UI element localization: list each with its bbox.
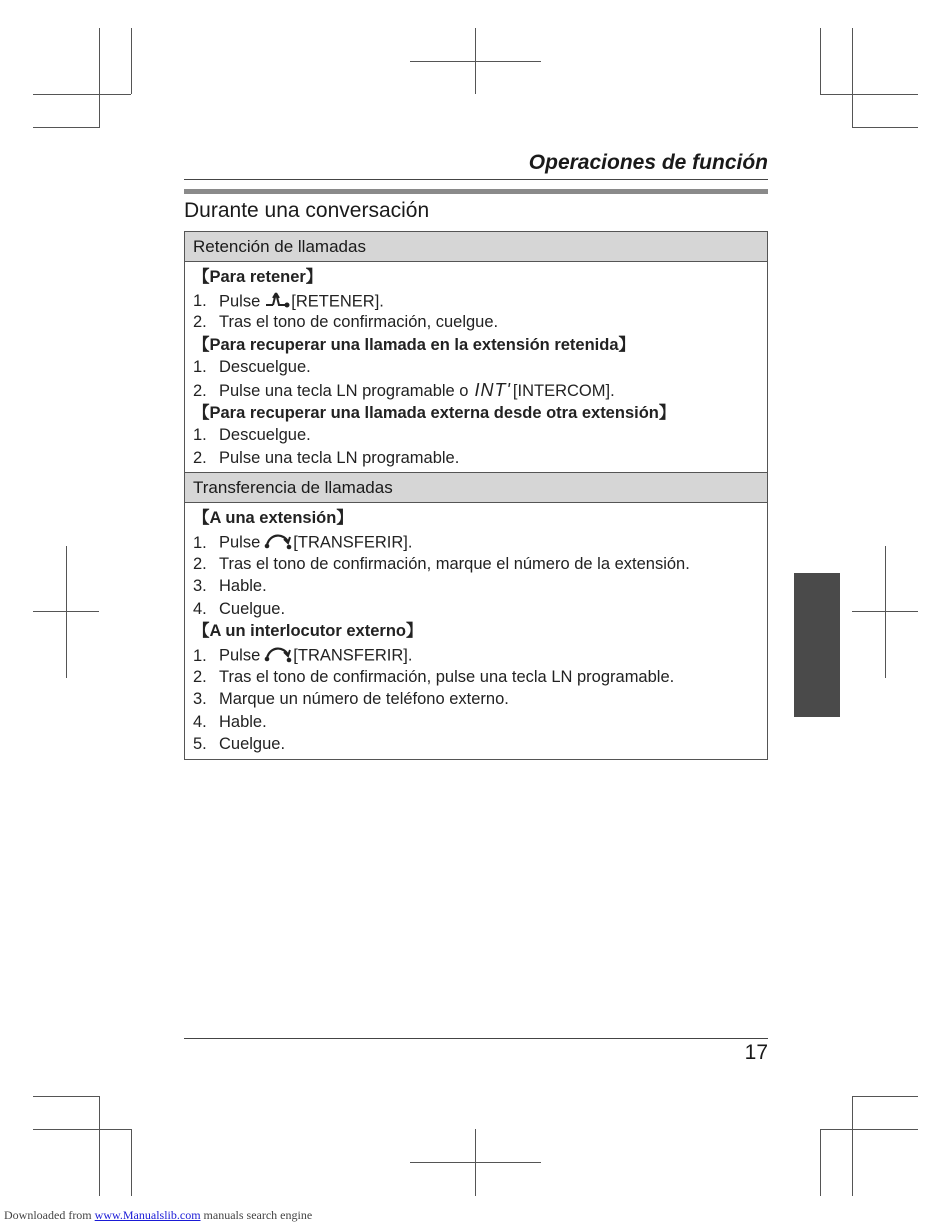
- step-number: 2.: [193, 313, 207, 332]
- transfer-body: [185, 503, 767, 759]
- step-number: 4.: [193, 599, 207, 618]
- step: [193, 733, 759, 756]
- manualslib-link[interactable]: www.Manualslib.com: [94, 1208, 201, 1222]
- section-title: Durante una conversación: [184, 199, 430, 222]
- download-notice: [4, 1208, 312, 1223]
- step: [193, 424, 759, 447]
- step-text: Descuelgue.: [219, 426, 311, 445]
- intercom-icon: INT': [474, 379, 511, 400]
- step-text: Cuelgue.: [219, 735, 286, 754]
- instructions-table: [184, 231, 768, 760]
- step-number: 2.: [193, 667, 207, 686]
- step-text: [INTERCOM].: [512, 381, 615, 400]
- step-text: Pulse: [219, 533, 261, 552]
- page-header-title: Operaciones de función: [528, 151, 768, 174]
- subheading: 【Para retener】: [193, 268, 323, 286]
- step: [193, 311, 759, 334]
- header-rule: [184, 179, 768, 180]
- step-number: 1.: [193, 646, 207, 665]
- page-number: 17: [744, 1041, 768, 1064]
- step-text: Cuelgue.: [219, 599, 286, 618]
- step: [193, 553, 759, 576]
- step-text: Tras el tono de confirmación, pulse una tecla LN programable.: [219, 667, 675, 686]
- step-number: 2.: [193, 554, 207, 573]
- step-text: [TRANSFERIR].: [293, 533, 413, 552]
- step: [193, 289, 759, 312]
- step-text: Pulse una tecla LN programable o: [219, 381, 469, 400]
- subheading: 【A una extensión】: [193, 509, 353, 528]
- subheading: 【Para recuperar una llamada en la extensión retenida】: [193, 335, 636, 354]
- step: [193, 530, 759, 553]
- step-text: Hable.: [219, 712, 267, 731]
- step-text: Hable.: [219, 577, 267, 596]
- step-text: [RETENER].: [291, 292, 384, 311]
- step-number: 2.: [193, 448, 207, 467]
- hold-heading: Retención de llamadas: [185, 232, 767, 262]
- step: [193, 356, 759, 379]
- step-number: 1.: [193, 426, 207, 445]
- step-number: 1.: [193, 533, 207, 552]
- step-number: 1.: [193, 292, 207, 311]
- step: [193, 711, 759, 734]
- step-text: Pulse: [219, 292, 261, 311]
- step-number: 4.: [193, 712, 207, 731]
- step-text: Pulse: [219, 646, 261, 665]
- step: [193, 598, 759, 621]
- hold-body: [185, 262, 767, 472]
- step-number: 2.: [193, 381, 207, 400]
- download-prefix: Downloaded from: [4, 1208, 92, 1222]
- step-text: Pulse una tecla LN programable.: [219, 448, 460, 467]
- download-suffix: manuals search engine: [203, 1208, 313, 1222]
- step: [193, 666, 759, 689]
- footer-rule: [184, 1038, 768, 1039]
- step-number: 3.: [193, 577, 207, 596]
- step-text: Marque un número de teléfono externo.: [219, 690, 509, 709]
- step-number: 3.: [193, 690, 207, 709]
- subheading: 【A un interlocutor externo】: [193, 622, 423, 641]
- header-bar: [184, 189, 768, 194]
- step-text: Tras el tono de confirmación, cuelgue.: [219, 313, 499, 332]
- step-text: Tras el tono de confirmación, marque el número de la extensión.: [219, 554, 690, 573]
- step: [193, 643, 759, 666]
- step-number: 5.: [193, 735, 207, 754]
- step-text: Descuelgue.: [219, 358, 311, 377]
- step: [193, 575, 759, 598]
- subheading: 【Para recuperar una llamada externa desde otra extensión】: [193, 403, 676, 422]
- step: [193, 379, 759, 402]
- step-text: [TRANSFERIR].: [293, 646, 413, 665]
- step: [193, 688, 759, 711]
- step-number: 1.: [193, 358, 207, 377]
- chapter-side-tab: [794, 573, 840, 717]
- transfer-heading: Transferencia de llamadas: [185, 472, 767, 503]
- step: [193, 447, 759, 470]
